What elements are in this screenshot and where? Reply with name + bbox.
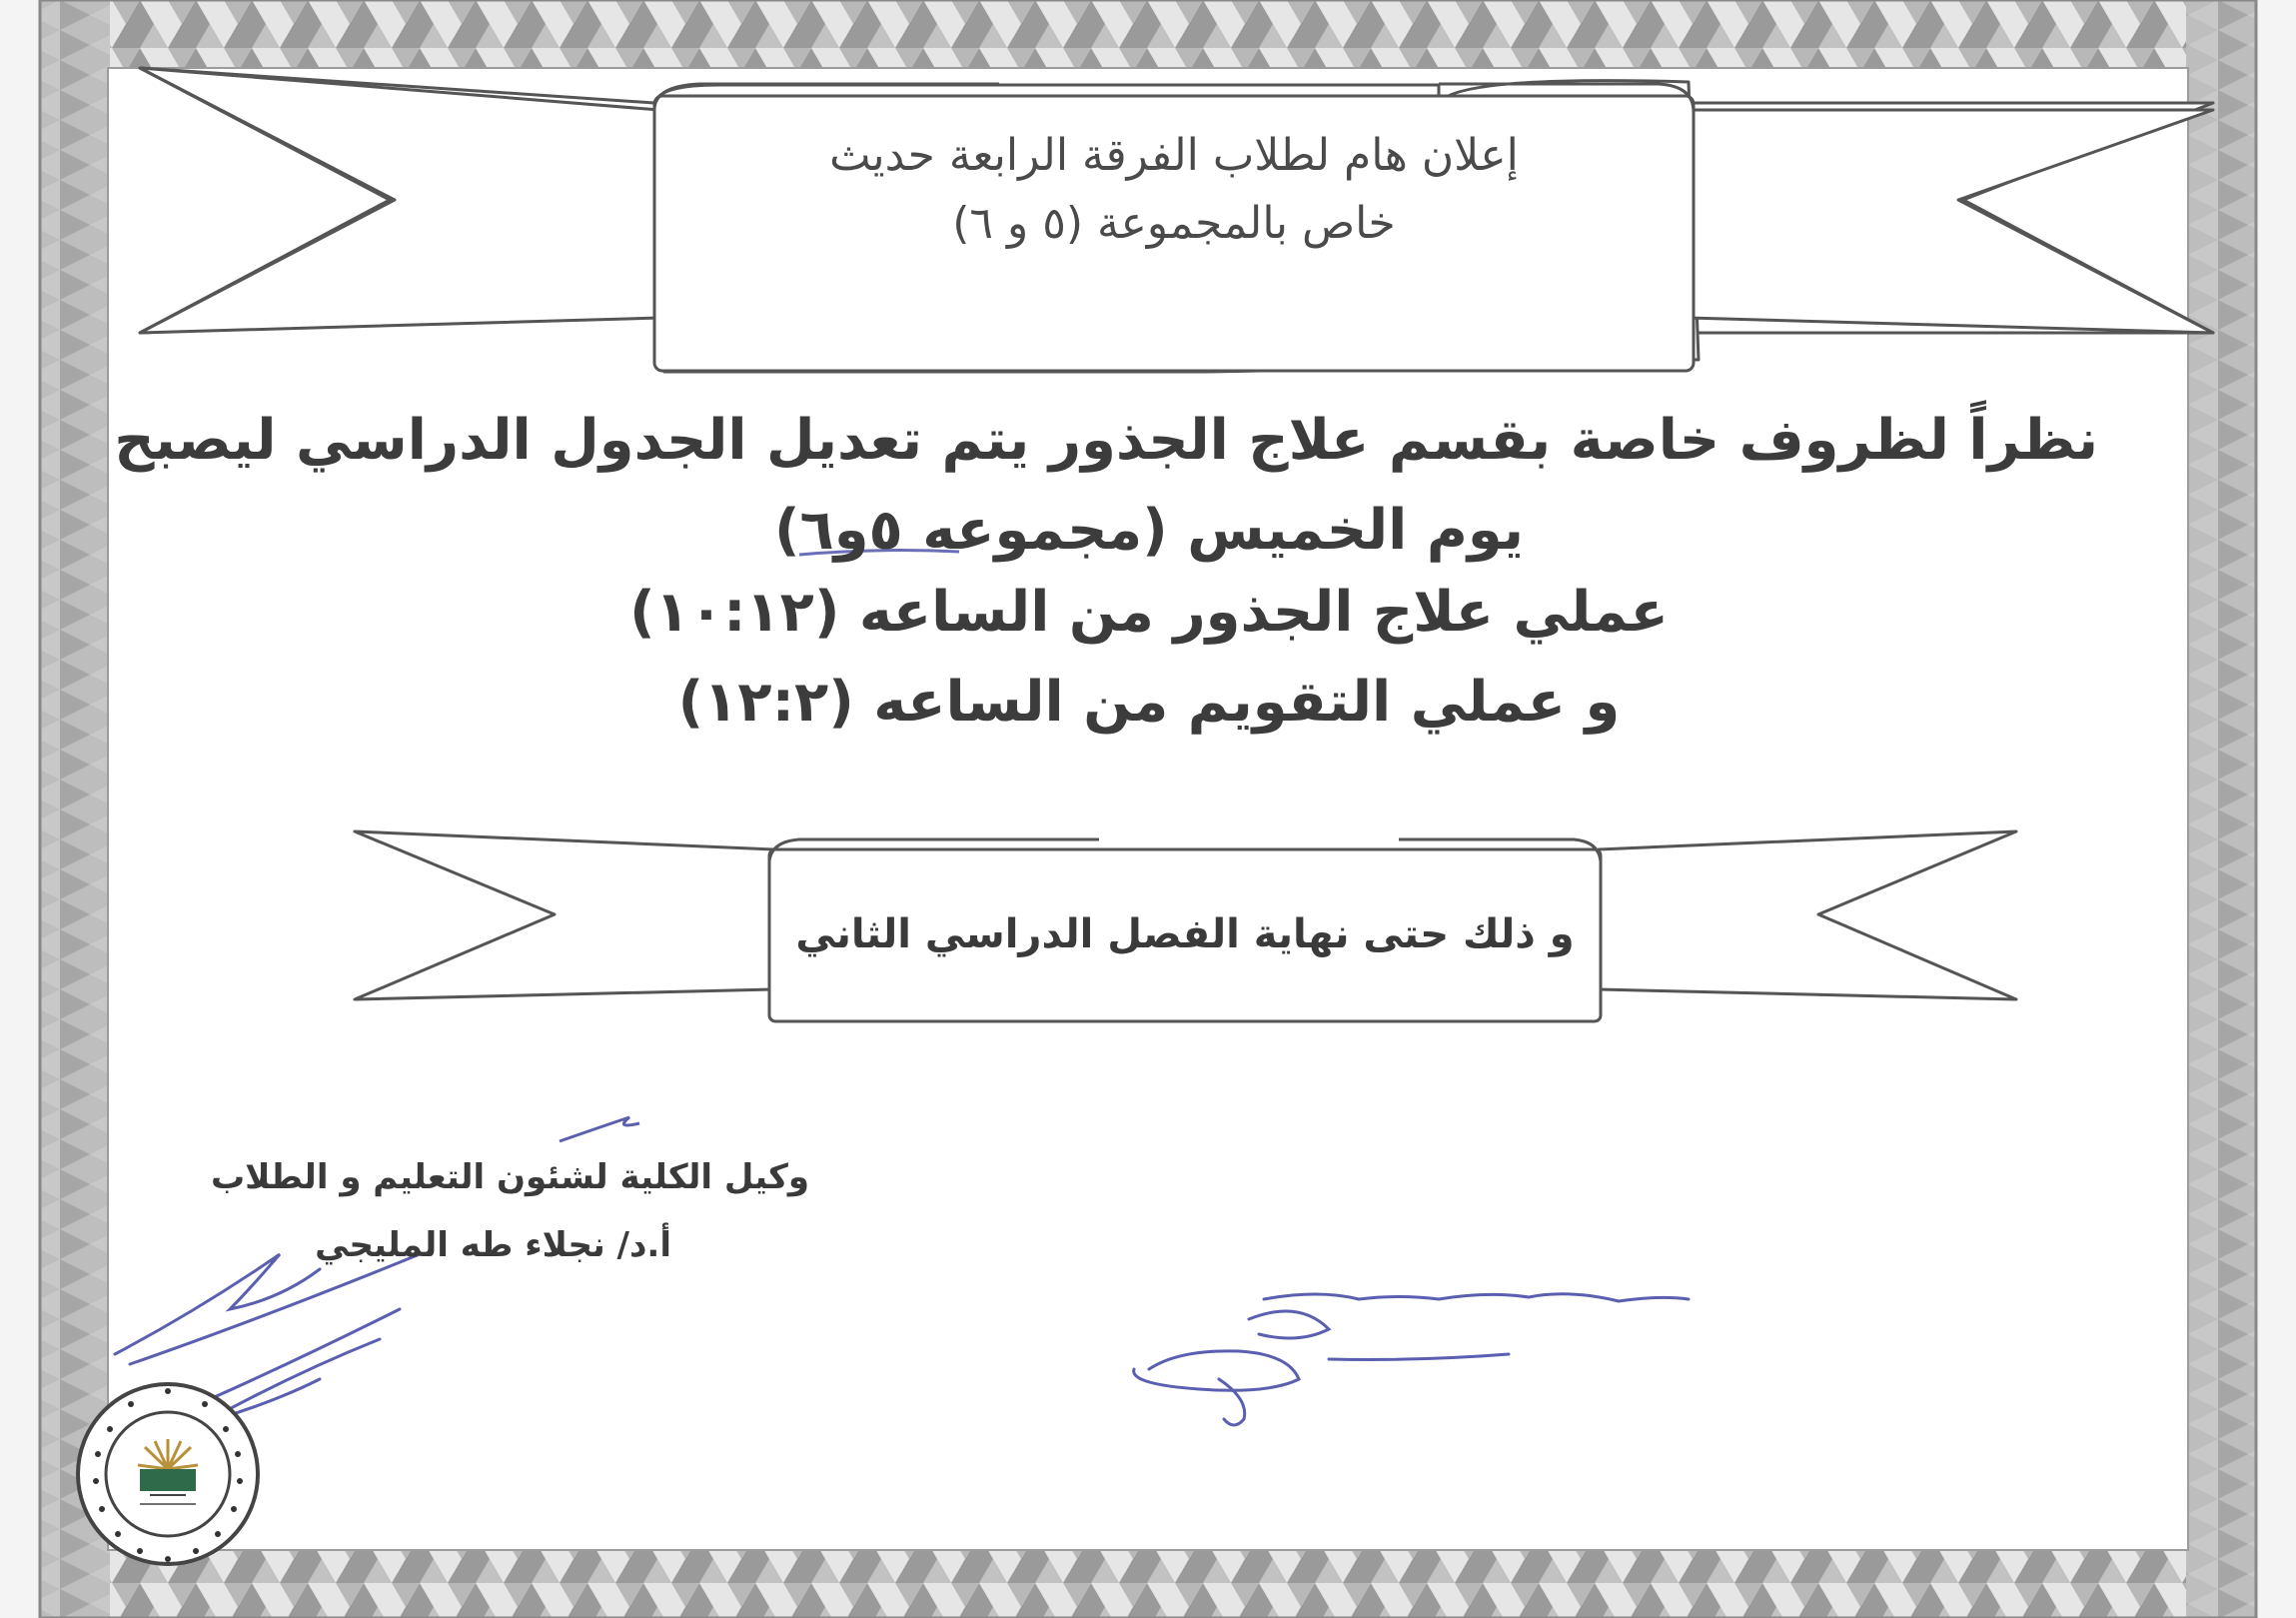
border-left	[40, 0, 110, 1618]
header-title-line-2: خاص بالمجموعة (٥ و ٦)	[952, 198, 1396, 249]
signatory-name: أ.د/ نجلاء طه المليجي	[315, 1225, 671, 1265]
header-title-line-1: إعلان هام لطلاب الفرقة الرابعة حديث	[829, 130, 1519, 181]
signatory-title: وكيل الكلية لشئون التعليم و الطلاب	[210, 1157, 809, 1197]
faculty-seal	[78, 1384, 258, 1564]
border-top	[40, 0, 2256, 70]
border-right	[2186, 0, 2256, 1618]
announcement-line-4: و عملي التقويم من الساعه (١٢:٢)	[677, 670, 1621, 735]
announcement-line-3: عملي علاج الجذور من الساعه (١٠:١٢)	[629, 580, 1669, 645]
footer-banner-text: و ذلك حتى نهاية الفصل الدراسي الثاني	[795, 911, 1575, 957]
announcement-line-1: نظراً لظروف خاصة بقسم علاج الجذور يتم تعديل الجدول الدراسي ليصبح	[114, 408, 2098, 473]
announcement-line-2: يوم الخميس (مجموعه ٥و٦)	[773, 498, 1525, 563]
border-bottom	[40, 1548, 2256, 1618]
